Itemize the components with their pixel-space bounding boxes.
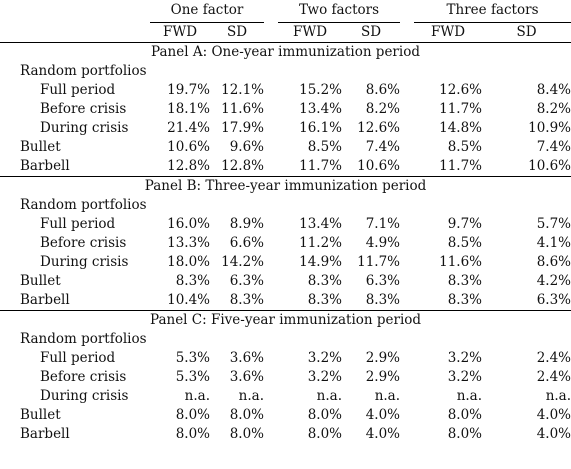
value-cell: 8.6% xyxy=(365,81,401,98)
column-gap xyxy=(400,368,414,387)
column-gap xyxy=(400,406,414,425)
group-header-two-factors: Two factors xyxy=(278,0,400,22)
value-cell: 8.0% xyxy=(175,425,210,442)
value-cell: 8.3% xyxy=(307,272,342,289)
value-cell: n.a. xyxy=(456,387,483,404)
value-cell: 11.7% xyxy=(357,253,401,270)
value-cell: 4.0% xyxy=(536,425,571,442)
column-gap xyxy=(400,81,414,100)
column-gap xyxy=(264,291,278,311)
value-cell: 8.3% xyxy=(229,291,264,308)
value-cell: 8.0% xyxy=(447,406,483,423)
panel-title: Panel A: One-year immunization period xyxy=(151,43,420,60)
value-cell: 8.0% xyxy=(175,406,210,423)
value-cell: 12.1% xyxy=(221,81,264,98)
column-gap xyxy=(264,234,278,253)
column-gap xyxy=(264,157,278,177)
table-row xyxy=(0,138,571,157)
column-gap xyxy=(264,368,278,387)
row-label: Full period xyxy=(40,215,116,232)
table-row xyxy=(0,387,571,406)
value-cell: 11.2% xyxy=(299,234,342,251)
group-header-three-factors: Three factors xyxy=(414,0,571,22)
value-cell: 10.9% xyxy=(528,119,571,136)
value-cell: 16.0% xyxy=(167,215,210,232)
value-cell: 8.2% xyxy=(536,100,571,117)
subheader-fwd: FWD xyxy=(414,22,482,42)
value-cell: 12.8% xyxy=(221,157,264,174)
random-portfolios-row xyxy=(0,62,571,81)
value-cell: 14.9% xyxy=(299,253,342,270)
column-gap xyxy=(400,119,414,138)
value-cell: 5.3% xyxy=(175,368,210,385)
value-cell: 8.3% xyxy=(447,291,483,308)
group-header-row xyxy=(0,0,571,22)
value-cell: 19.7% xyxy=(167,81,210,98)
value-cell: n.a. xyxy=(545,387,571,404)
table-row xyxy=(0,425,571,444)
row-label: Barbell xyxy=(20,291,70,308)
value-cell: 13.4% xyxy=(299,100,342,117)
value-cell: 5.3% xyxy=(175,349,210,366)
value-cell: 4.2% xyxy=(536,272,571,289)
random-portfolios-row xyxy=(0,330,571,349)
value-cell: 3.2% xyxy=(447,349,483,366)
column-gap xyxy=(400,138,414,157)
value-cell: 3.2% xyxy=(307,349,342,366)
table-row xyxy=(0,157,571,177)
table-row xyxy=(0,291,571,311)
value-cell: 7.4% xyxy=(365,138,401,155)
value-cell: n.a. xyxy=(238,387,264,404)
value-cell: 4.1% xyxy=(536,234,571,251)
column-gap xyxy=(400,425,414,444)
row-label: Bullet xyxy=(20,138,61,155)
value-cell: 8.0% xyxy=(229,425,264,442)
column-gap xyxy=(264,406,278,425)
value-cell: 9.6% xyxy=(229,138,264,155)
group-header-one-factor: One factor xyxy=(150,0,264,22)
value-cell: 8.0% xyxy=(447,425,483,442)
row-label: Full period xyxy=(40,81,116,98)
subheader-sd: SD xyxy=(342,22,400,42)
panel-title: Panel C: Five-year immunization period xyxy=(0,310,571,330)
column-gap xyxy=(400,234,414,253)
value-cell: 2.4% xyxy=(536,368,571,385)
value-cell: 8.5% xyxy=(447,234,483,251)
value-cell: 11.6% xyxy=(221,100,264,117)
subheader-sd: SD xyxy=(482,22,571,42)
column-gap xyxy=(400,100,414,119)
column-gap xyxy=(264,119,278,138)
value-cell: 10.6% xyxy=(528,157,571,174)
table-row xyxy=(0,368,571,387)
column-gap xyxy=(264,253,278,272)
column-gap xyxy=(400,349,414,368)
value-cell: 13.4% xyxy=(299,215,342,232)
row-label: During crisis xyxy=(40,387,129,404)
value-cell: n.a. xyxy=(316,387,342,404)
value-cell: 8.0% xyxy=(307,425,342,442)
value-cell: 11.7% xyxy=(439,157,483,174)
value-cell: 4.0% xyxy=(365,406,401,423)
panel-title-row xyxy=(0,176,571,196)
row-label: Bullet xyxy=(20,272,61,289)
table-row xyxy=(0,119,571,138)
table-row xyxy=(0,349,571,368)
row-label: During crisis xyxy=(40,253,129,270)
table-row xyxy=(0,253,571,272)
value-cell: 11.6% xyxy=(439,253,483,270)
value-cell: 12.8% xyxy=(167,157,210,174)
value-cell: 7.1% xyxy=(365,215,401,232)
column-gap xyxy=(264,215,278,234)
table-row xyxy=(0,215,571,234)
value-cell: 3.2% xyxy=(307,368,342,385)
panel-title: Panel B: Three-year immunization period xyxy=(0,176,571,196)
row-label: Barbell xyxy=(20,425,70,442)
value-cell: 7.4% xyxy=(536,138,571,155)
value-cell: 4.0% xyxy=(536,406,571,423)
column-gap xyxy=(264,387,278,406)
row-label: During crisis xyxy=(40,119,129,136)
column-gap xyxy=(400,253,414,272)
value-cell: 8.5% xyxy=(307,138,342,155)
value-cell: 10.6% xyxy=(167,138,210,155)
row-label: Before crisis xyxy=(40,368,127,385)
value-cell: 8.0% xyxy=(229,406,264,423)
subheader-fwd: FWD xyxy=(150,22,210,42)
column-gap xyxy=(264,349,278,368)
column-gap xyxy=(400,272,414,291)
row-label: Bullet xyxy=(20,406,61,423)
value-cell: n.a. xyxy=(374,387,401,404)
value-cell: 4.9% xyxy=(365,234,401,251)
row-label: Full period xyxy=(40,349,116,366)
value-cell: 8.3% xyxy=(307,291,342,308)
value-cell: 8.2% xyxy=(365,100,401,117)
value-cell: 5.7% xyxy=(536,215,571,232)
value-cell: 3.6% xyxy=(229,368,264,385)
value-cell: 6.6% xyxy=(229,234,264,251)
value-cell: 8.3% xyxy=(175,272,210,289)
value-cell: 6.3% xyxy=(365,272,401,289)
value-cell: 8.4% xyxy=(536,81,571,98)
value-cell: 18.0% xyxy=(167,253,210,270)
value-cell: 2.9% xyxy=(365,368,401,385)
value-cell: 8.9% xyxy=(229,215,264,232)
value-cell: 14.8% xyxy=(439,119,483,136)
table-row xyxy=(0,406,571,425)
table-row xyxy=(0,272,571,291)
column-gap xyxy=(264,138,278,157)
value-cell: 18.1% xyxy=(167,100,210,117)
value-cell: 8.3% xyxy=(447,272,483,289)
column-gap xyxy=(400,215,414,234)
value-cell: 8.5% xyxy=(447,138,483,155)
row-label: Barbell xyxy=(20,157,70,174)
column-gap xyxy=(264,425,278,444)
panel-title-row xyxy=(0,310,571,330)
value-cell: 2.9% xyxy=(365,349,401,366)
value-cell: 8.3% xyxy=(365,291,401,308)
value-cell: 6.3% xyxy=(536,291,571,308)
value-cell: 16.1% xyxy=(299,119,342,136)
table-row xyxy=(0,100,571,119)
column-gap xyxy=(400,387,414,406)
value-cell: 8.6% xyxy=(536,253,571,270)
value-cell: n.a. xyxy=(184,387,210,404)
random-portfolios-label: Random portfolios xyxy=(20,330,147,347)
random-portfolios-row xyxy=(0,196,571,215)
value-cell: 13.3% xyxy=(167,234,210,251)
column-gap xyxy=(400,157,414,177)
value-cell: 11.7% xyxy=(299,157,342,174)
row-label: Before crisis xyxy=(40,234,127,251)
column-gap xyxy=(264,81,278,100)
value-cell: 14.2% xyxy=(221,253,264,270)
value-cell: 10.4% xyxy=(167,291,210,308)
value-cell: 21.4% xyxy=(167,119,210,136)
value-cell: 10.6% xyxy=(357,157,401,174)
subheader-fwd: FWD xyxy=(278,22,342,42)
value-cell: 9.7% xyxy=(447,215,483,232)
value-cell: 4.0% xyxy=(365,425,401,442)
value-cell: 11.7% xyxy=(439,100,483,117)
column-gap xyxy=(264,100,278,119)
subheader-sd: SD xyxy=(210,22,264,42)
value-cell: 12.6% xyxy=(439,81,483,98)
column-gap xyxy=(264,272,278,291)
value-cell: 3.6% xyxy=(229,349,264,366)
value-cell: 2.4% xyxy=(536,349,571,366)
table-row xyxy=(0,81,571,100)
value-cell: 6.3% xyxy=(229,272,264,289)
row-label: Before crisis xyxy=(40,100,127,117)
random-portfolios-label: Random portfolios xyxy=(20,62,147,79)
value-cell: 3.2% xyxy=(447,368,483,385)
column-gap xyxy=(400,291,414,311)
value-cell: 12.6% xyxy=(357,119,401,136)
value-cell: 17.9% xyxy=(221,119,264,136)
value-cell: 15.2% xyxy=(299,81,342,98)
subheader-row xyxy=(0,22,571,42)
table-row xyxy=(0,234,571,253)
value-cell: 8.0% xyxy=(307,406,342,423)
panel-title-row xyxy=(0,42,571,62)
random-portfolios-label: Random portfolios xyxy=(20,196,147,213)
